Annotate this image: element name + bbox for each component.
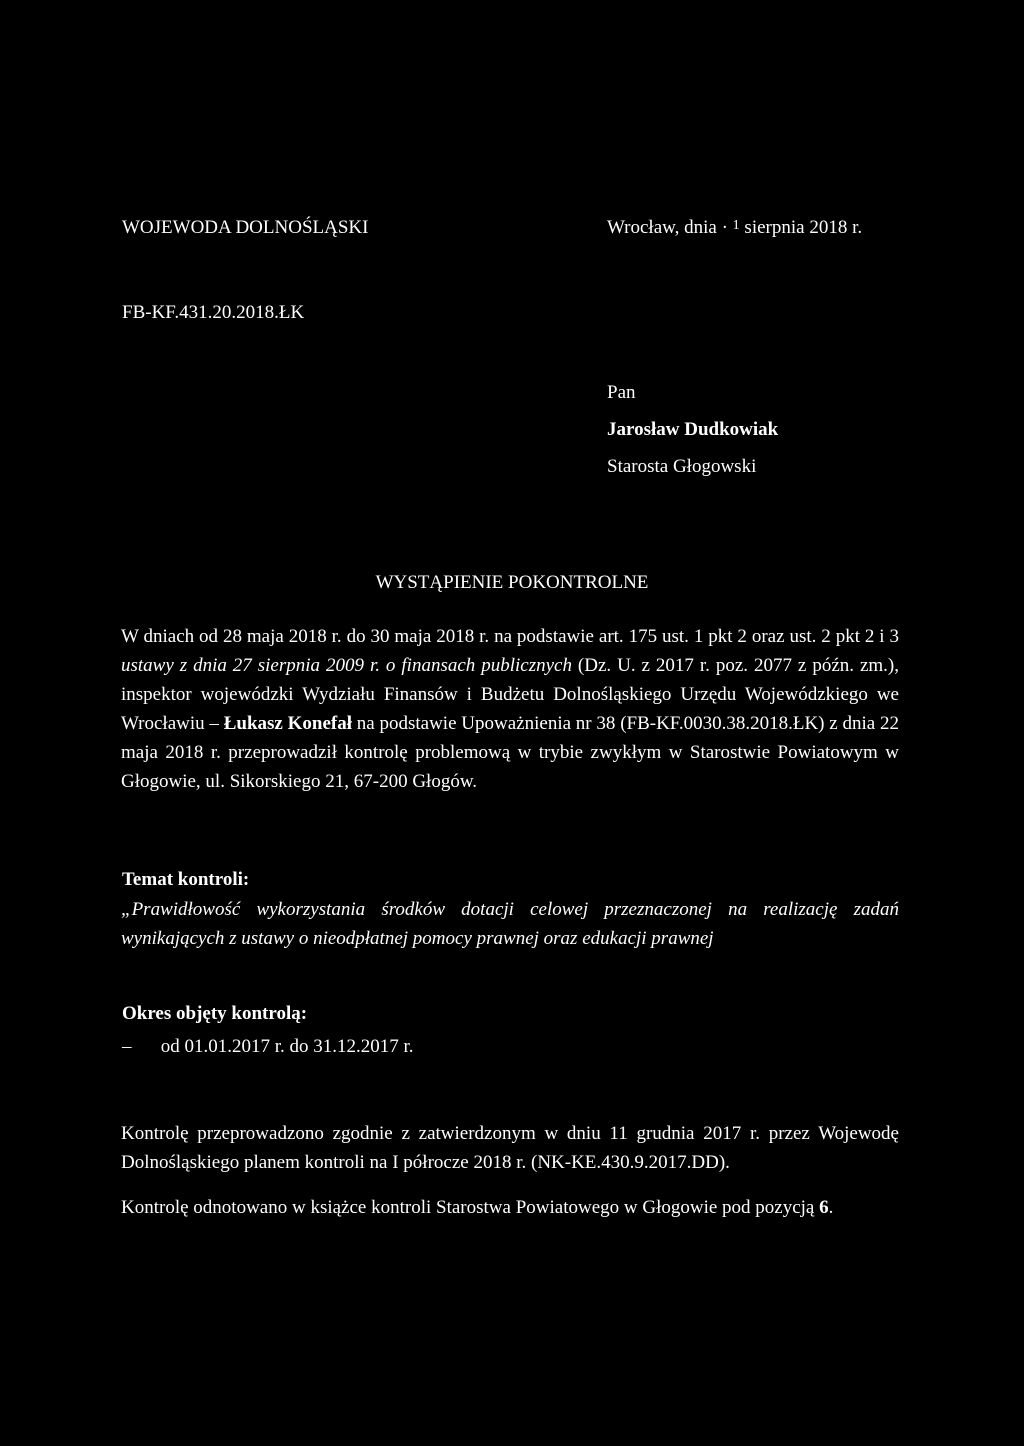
logbook-text: Kontrolę odnotowano w książce kontroli Starostwa Powiatowego w Głogowie pod pozycją (121, 1197, 820, 1218)
intro-text-1: W dniach od 28 maja 2018 r. do 30 maja 2018 r. na podstawie art. 175 ust. 1 pkt 2 oraz ust. 2 pkt 2 i 3 (121, 626, 899, 647)
intro-paragraph (121, 622, 899, 796)
plan-paragraph: Kontrolę przeprowadzono zgodnie z zatwierdzonym w dniu 11 grudnia 2017 r. przez Wojewodę Dolnośląskiego planem kontroli na I półrocze 2018 r. (NK-KE.430.9.2017.DD). (121, 1123, 899, 1173)
date-day-handwritten: 1 (732, 218, 740, 233)
logbook-end: . (828, 1197, 834, 1218)
topic-label: Temat kontroli: (122, 869, 250, 890)
date-suffix: sierpnia 2018 r. (744, 217, 863, 238)
addressee-salutation: Pan (607, 382, 636, 403)
intro-act-title: ustawy z dnia 27 sierpnia 2009 r. o finansach publicznych (121, 655, 572, 676)
inspector-name: Łukasz Konefał (223, 713, 352, 734)
reference-number: FB-KF.431.20.2018.ŁK (122, 302, 305, 323)
period-item (122, 1036, 414, 1058)
document-title: WYSTĄPIENIE POKONTROLNE (375, 572, 649, 593)
period-label: Okres objęty kontrolą: (122, 1003, 308, 1024)
addressee-name: Jarosław Dudkowiak (607, 419, 779, 440)
logbook-paragraph (121, 1197, 833, 1219)
intro-text-3: na podstawie Upoważnienia nr 38 (FB-KF.0030.38.2018.ŁK) z dnia 22 maja 2018 r. przeprowadził kontrolę problemową w trybie zwykłym w Starostwie Powiatowym w Głogowie, ul. Sikorskiego 21, 67-200 Głogów. (121, 713, 899, 792)
place-and-date (607, 217, 862, 239)
issuing-authority: WOJEWODA DOLNOŚLĄSKI (122, 217, 369, 238)
date-prefix: Wrocław, dnia · (607, 217, 728, 238)
topic-text: „Prawidłowość wykorzystania środków dotacji celowej przeznaczonej na realizację zadań wynikających z ustawy o nieodpłatnej pomocy prawnej oraz edukacji prawnej (121, 899, 899, 949)
logbook-position: 6 (819, 1197, 829, 1218)
period-text: od 01.01.2017 r. do 31.12.2017 r. (160, 1036, 414, 1057)
addressee-title: Starosta Głogowski (607, 456, 757, 477)
intro-text-2: (Dz. U. z 2017 r. poz. 2077 z późn. zm.), inspektor wojewódzki Wydziału Finansów i Budżetu Dolnośląskiego Urzędu Wojewódzkiego we Wrocławiu – (121, 655, 899, 734)
period-dash: – (122, 1036, 132, 1057)
